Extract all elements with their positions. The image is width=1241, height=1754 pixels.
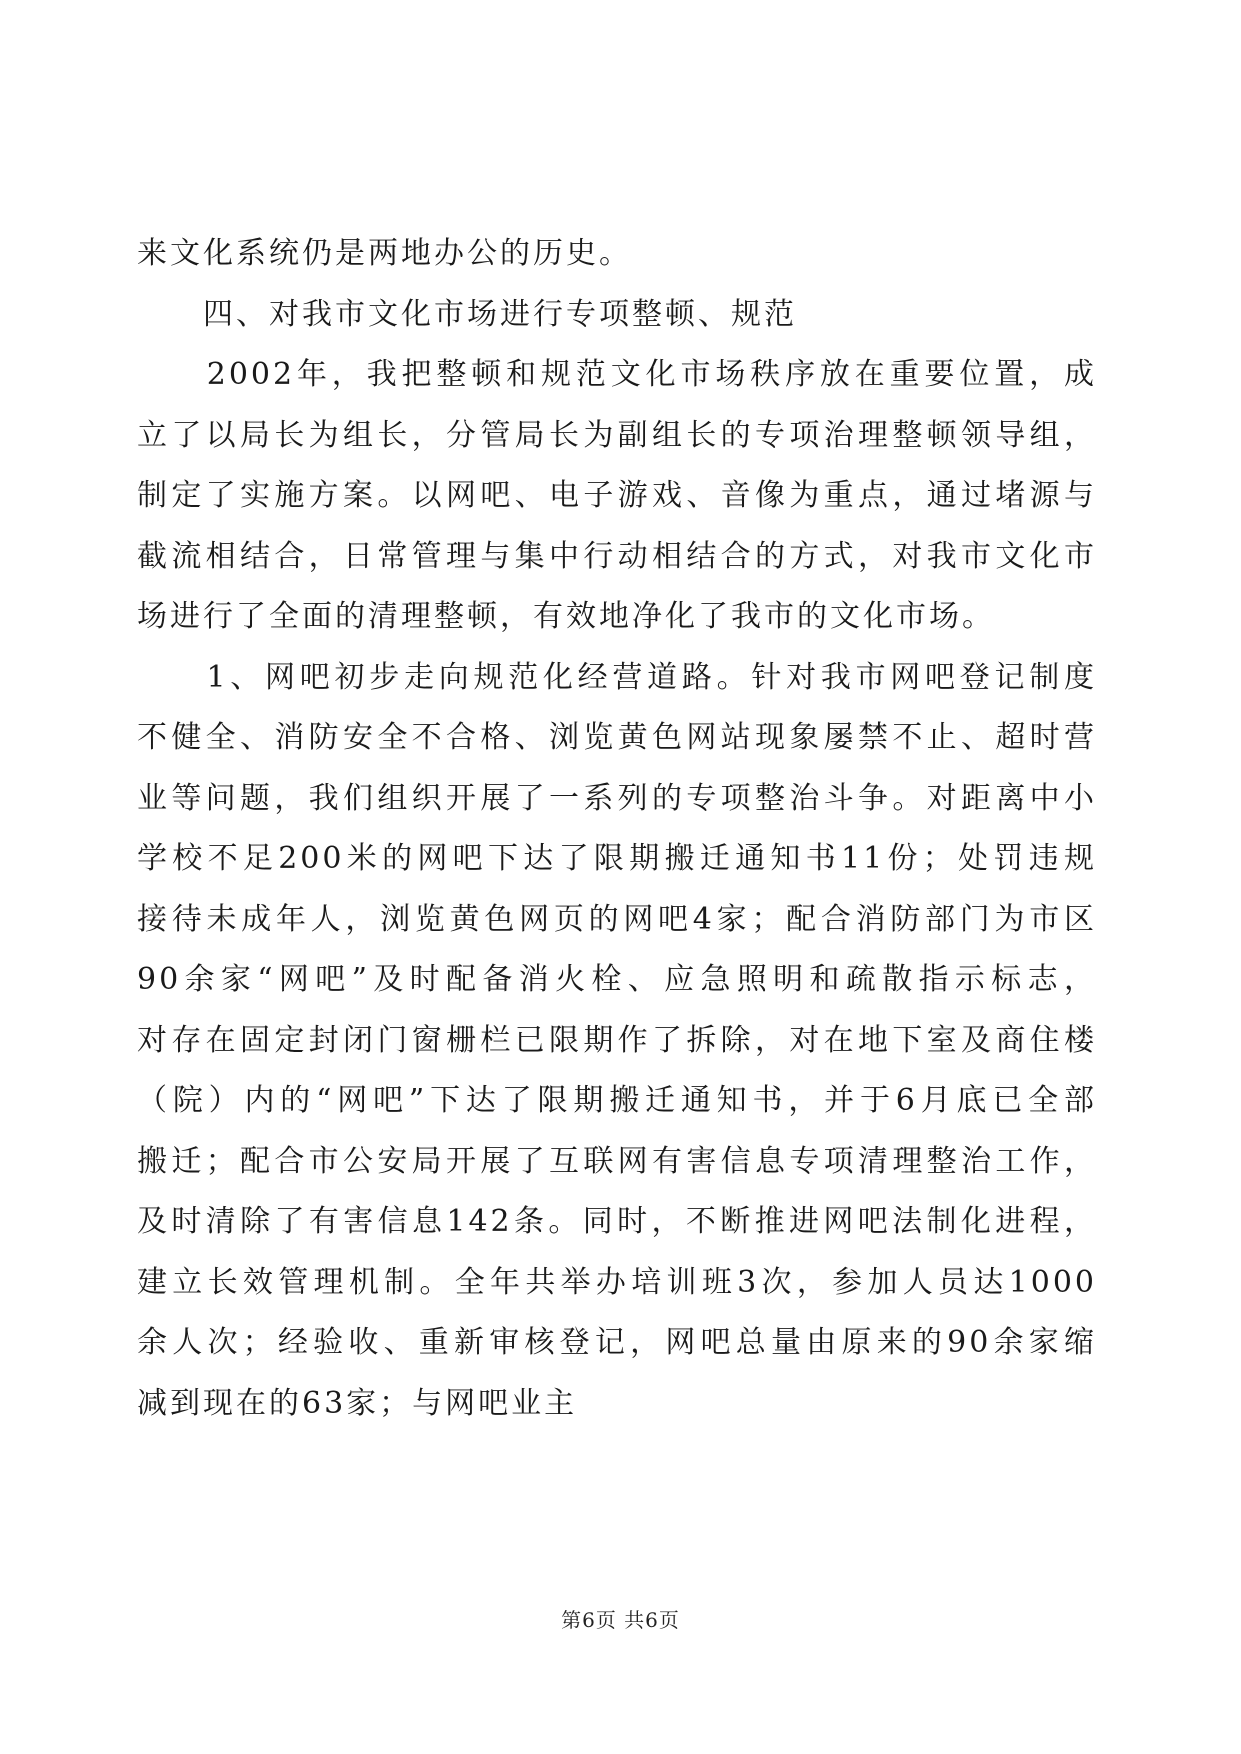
text-line: 2002年，我把整顿和规范文化市场秩序放在重要位置，成 <box>137 357 1097 392</box>
text-line: 不健全、消防安全不合格、浏览黄色网站现象屡禁不止、超时营 <box>137 720 1097 755</box>
text-line: 对存在固定封闭门窗栅栏已限期作了拆除，对在地下室及商住楼 <box>137 1022 1097 1058</box>
text-line: 1、网吧初步走向规范化经营道路。针对我市网吧登记制度 <box>137 659 1097 695</box>
text-line: 搬迁；配合市公安局开展了互联网有害信息专项清理整治工作， <box>137 1143 1097 1179</box>
text-line: 余人次；经验收、重新审核登记，网吧总量由原来的90余家缩 <box>137 1325 1097 1360</box>
text-line: 来文化系统仍是两地办公的历史。 <box>137 236 632 271</box>
text-line: 制定了实施方案。以网吧、电子游戏、音像为重点，通过堵源与 <box>137 478 1097 513</box>
text-line: 学校不足200米的网吧下达了限期搬迁通知书11份；处罚违规 <box>137 841 1097 876</box>
section-heading: 四、对我市文化市场进行专项整顿、规范 <box>137 296 797 332</box>
text-line: 场进行了全面的清理整顿，有效地净化了我市的文化市场。 <box>137 599 995 634</box>
text-line: （院）内的“网吧”下达了限期搬迁通知书，并于6月底已全部 <box>137 1083 1097 1118</box>
text-line: 减到现在的63家；与网吧业主 <box>137 1385 578 1421</box>
text-line: 接待未成年人，浏览黄色网页的网吧4家；配合消防部门为市区 <box>137 901 1097 937</box>
text-line: 业等问题，我们组织开展了一系列的专项整治斗争。对距离中小 <box>137 780 1097 816</box>
text-line: 截流相结合，日常管理与集中行动相结合的方式，对我市文化市 <box>137 538 1097 574</box>
text-line: 及时清除了有害信息142条。同时，不断推进网吧法制化进程， <box>137 1204 1097 1239</box>
body-text <box>137 224 1097 1434</box>
text-line: 建立长效管理机制。全年共举办培训班3次，参加人员达1000 <box>137 1264 1097 1300</box>
text-line: 立了以局长为组长，分管局长为副组长的专项治理整顿领导组， <box>137 417 1097 453</box>
page-footer: 第6页 共6页 <box>561 1608 680 1632</box>
text-line: 90余家“网吧”及时配备消火栓、应急照明和疏散指示标志， <box>137 962 1097 997</box>
